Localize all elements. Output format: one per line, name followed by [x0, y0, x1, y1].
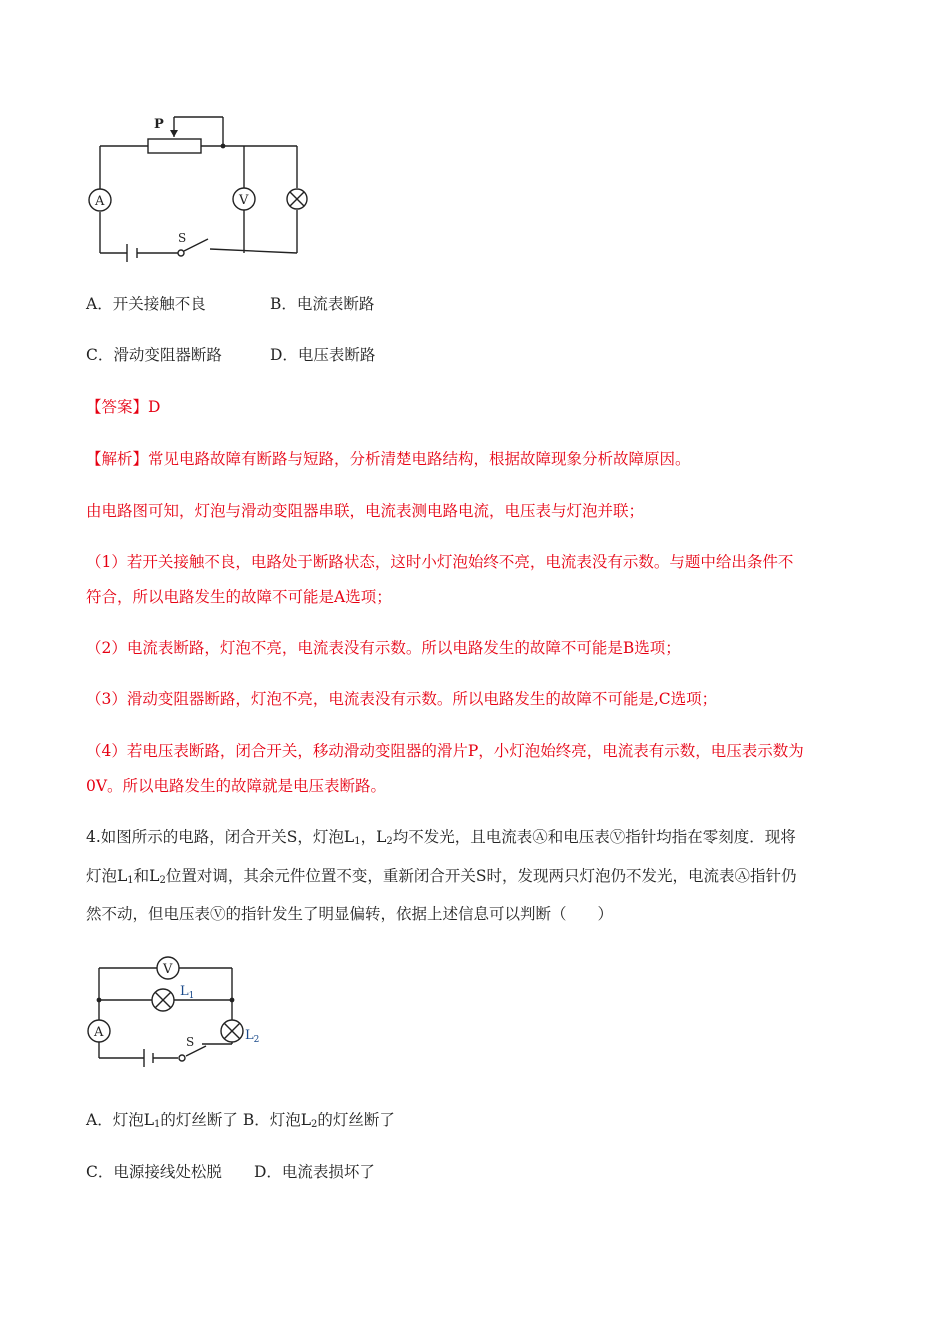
l2-label: $L_2$ [245, 1028, 260, 1045]
q4-option-row-ab [86, 1109, 395, 1136]
q4-stem-line-2: 灯泡$L_1$和$L_2$位置对调，其余元件位置不变，重新闭合开关S时，发现两只灯泡仍不发光，电流表Ⓐ指针仍 [86, 867, 797, 886]
answer-value: D [148, 398, 161, 416]
voltmeter-label: V [239, 193, 249, 208]
analysis-p4a: （4）若电压表断路，闭合开关，移动滑动变阻器的滑片P，小灯泡始终亮，电流表有示数，电压表示数为 [86, 742, 804, 760]
voltmeter-label: V [163, 962, 173, 977]
q4-option-a: A．灯泡$L_1$的灯丝断了 [86, 1111, 238, 1130]
q4-option-b: B．灯泡$L_2$的灯丝断了 [242, 1111, 395, 1130]
circuit-diagram-q3 [80, 108, 310, 268]
analysis-p3: （3）滑动变阻器断路，灯泡不亮，电流表没有示数。所以电路发生的故障不可能是,C选项； [86, 690, 718, 708]
ammeter-label: A [95, 194, 105, 209]
analysis-p1b: 符合，所以电路发生的故障不可能是A选项； [86, 588, 392, 606]
analysis-intro: 【解析】常见电路故障有断路与短路，分析清楚电路结构，根据故障现象分析故障原因。 [86, 450, 691, 468]
answer-tag: 【答案】 [86, 398, 149, 416]
option-row-ab [86, 293, 375, 315]
slider-label: P [154, 117, 164, 132]
circuit-diagram-q4 [82, 952, 272, 1072]
switch-label: S [178, 231, 187, 245]
switch-label: S [186, 1035, 195, 1049]
analysis-p4b: 0V。所以电路发生的故障就是电压表断路。 [86, 777, 387, 795]
option-c: C．滑动变阻器断路 [86, 346, 222, 364]
q4-stem-line-3: 然不动，但电压表Ⓥ的指针发生了明显偏转，依据上述信息可以判断（ ） [86, 905, 614, 923]
option-d: D．电压表断路 [270, 346, 376, 364]
analysis-tag: 【解析】 [86, 450, 149, 468]
l1-label: $L_1$ [180, 984, 195, 1001]
answer-line [86, 396, 160, 418]
q4-stem-line-1: 4.如图所示的电路，闭合开关S，灯泡$L_1$，$L_2$均不发光，且电流表Ⓐ和电压表Ⓥ指针均指在零刻度．现将 [86, 828, 796, 847]
q4-option-c: C．电源接线处松脱 [86, 1163, 222, 1181]
ammeter-label: A [94, 1025, 104, 1040]
analysis-p2: （2）电流表断路，灯泡不亮，电流表没有示数。所以电路发生的故障不可能是B选项； [86, 639, 681, 657]
q4-option-row-cd [86, 1161, 375, 1183]
option-b: B．电流表断路 [270, 295, 375, 313]
option-row-cd [86, 344, 376, 366]
rheostat [148, 139, 201, 153]
analysis-p1a: （1）若开关接触不良，电路处于断路状态，这时小灯泡始终不亮，电流表没有示数。与题中给出条件不 [86, 553, 794, 571]
q4-option-d: D．电流表损坏了 [254, 1163, 375, 1181]
option-a: A．开关接触不良 [86, 295, 206, 313]
analysis-line-2: 由电路图可知，灯泡与滑动变阻器串联，电流表测电路电流，电压表与灯泡并联； [86, 502, 645, 520]
